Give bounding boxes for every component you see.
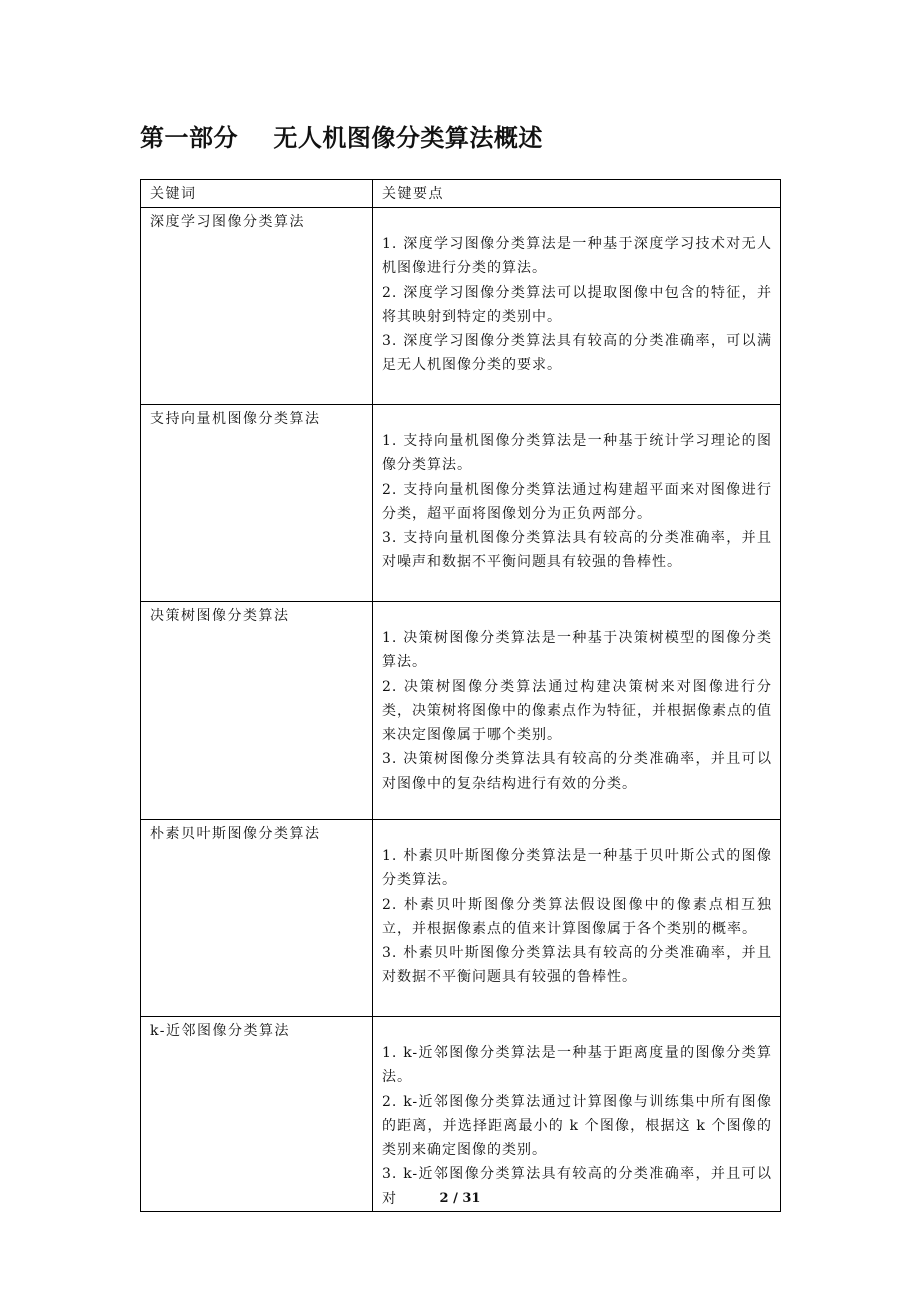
point-text: 3. k-近邻图像分类算法具有较高的分类准确率，并且可以对 <box>382 1166 772 1207</box>
table-row <box>141 602 781 820</box>
point-text: 2. 朴素贝叶斯图像分类算法假设图像中的像素点相互独立，并根据像素点的值来计算图像属于各个类别的概率。 <box>382 896 772 937</box>
points-column-header: 关键要点 <box>373 180 781 208</box>
point-text: 1. 朴素贝叶斯图像分类算法是一种基于贝叶斯公式的图像分类算法。 <box>382 848 772 889</box>
keyword-column-header: 关键词 <box>141 180 373 208</box>
point-text: 2. k-近邻图像分类算法通过计算图像与训练集中所有图像的距离，并选择距离最小的 k 个图像，根据这 k 个图像的类别来确定图像的类别。 <box>382 1093 772 1159</box>
point-text: 1. 支持向量机图像分类算法是一种基于统计学习理论的图像分类算法。 <box>382 433 772 474</box>
point-text: 3. 支持向量机图像分类算法具有较高的分类准确率，并且对噪声和数据不平衡问题具有较强的鲁棒性。 <box>382 530 772 571</box>
row-keyword: 朴素贝叶斯图像分类算法 <box>141 820 373 1017</box>
row-keyword: 决策树图像分类算法 <box>141 602 373 820</box>
row-points <box>373 405 781 602</box>
row-points <box>373 208 781 405</box>
point-text: 1. 深度学习图像分类算法是一种基于深度学习技术对无人机图像进行分类的算法。 <box>382 236 772 277</box>
table-row <box>141 405 781 602</box>
point-text: 3. 决策树图像分类算法具有较高的分类准确率，并且可以对图像中的复杂结构进行有效的分类。 <box>382 751 772 792</box>
page-title: 第一部分 无人机图像分类算法概述 <box>140 123 543 152</box>
table-row <box>141 208 781 405</box>
point-text: 3. 朴素贝叶斯图像分类算法具有较高的分类准确率，并且对数据不平衡问题具有较强的鲁棒性。 <box>382 945 772 986</box>
key-points-table <box>140 179 781 1212</box>
row-keyword: 深度学习图像分类算法 <box>141 208 373 405</box>
row-keyword: 支持向量机图像分类算法 <box>141 405 373 602</box>
row-points <box>373 820 781 1017</box>
page-number: 2 / 31 <box>439 1191 481 1206</box>
point-text: 1. k-近邻图像分类算法是一种基于距离度量的图像分类算法。 <box>382 1045 772 1086</box>
table-row <box>141 1017 781 1212</box>
point-text: 2. 深度学习图像分类算法可以提取图像中包含的特征，并将其映射到特定的类别中。 <box>382 284 772 325</box>
point-text: 2. 支持向量机图像分类算法通过构建超平面来对图像进行分类，超平面将图像划分为正负两部分。 <box>382 481 772 522</box>
row-keyword: k-近邻图像分类算法 <box>141 1017 373 1212</box>
row-points <box>373 602 781 820</box>
point-text: 2. 决策树图像分类算法通过构建决策树来对图像进行分类，决策树将图像中的像素点作为特征，并根据像素点的值来决定图像属于哪个类别。 <box>382 678 772 744</box>
table-header-row <box>141 180 781 208</box>
point-text: 3. 深度学习图像分类算法具有较高的分类准确率，可以满足无人机图像分类的要求。 <box>382 333 772 374</box>
point-text: 1. 决策树图像分类算法是一种基于决策树模型的图像分类算法。 <box>382 630 772 671</box>
row-points <box>373 1017 781 1212</box>
table-row <box>141 820 781 1017</box>
